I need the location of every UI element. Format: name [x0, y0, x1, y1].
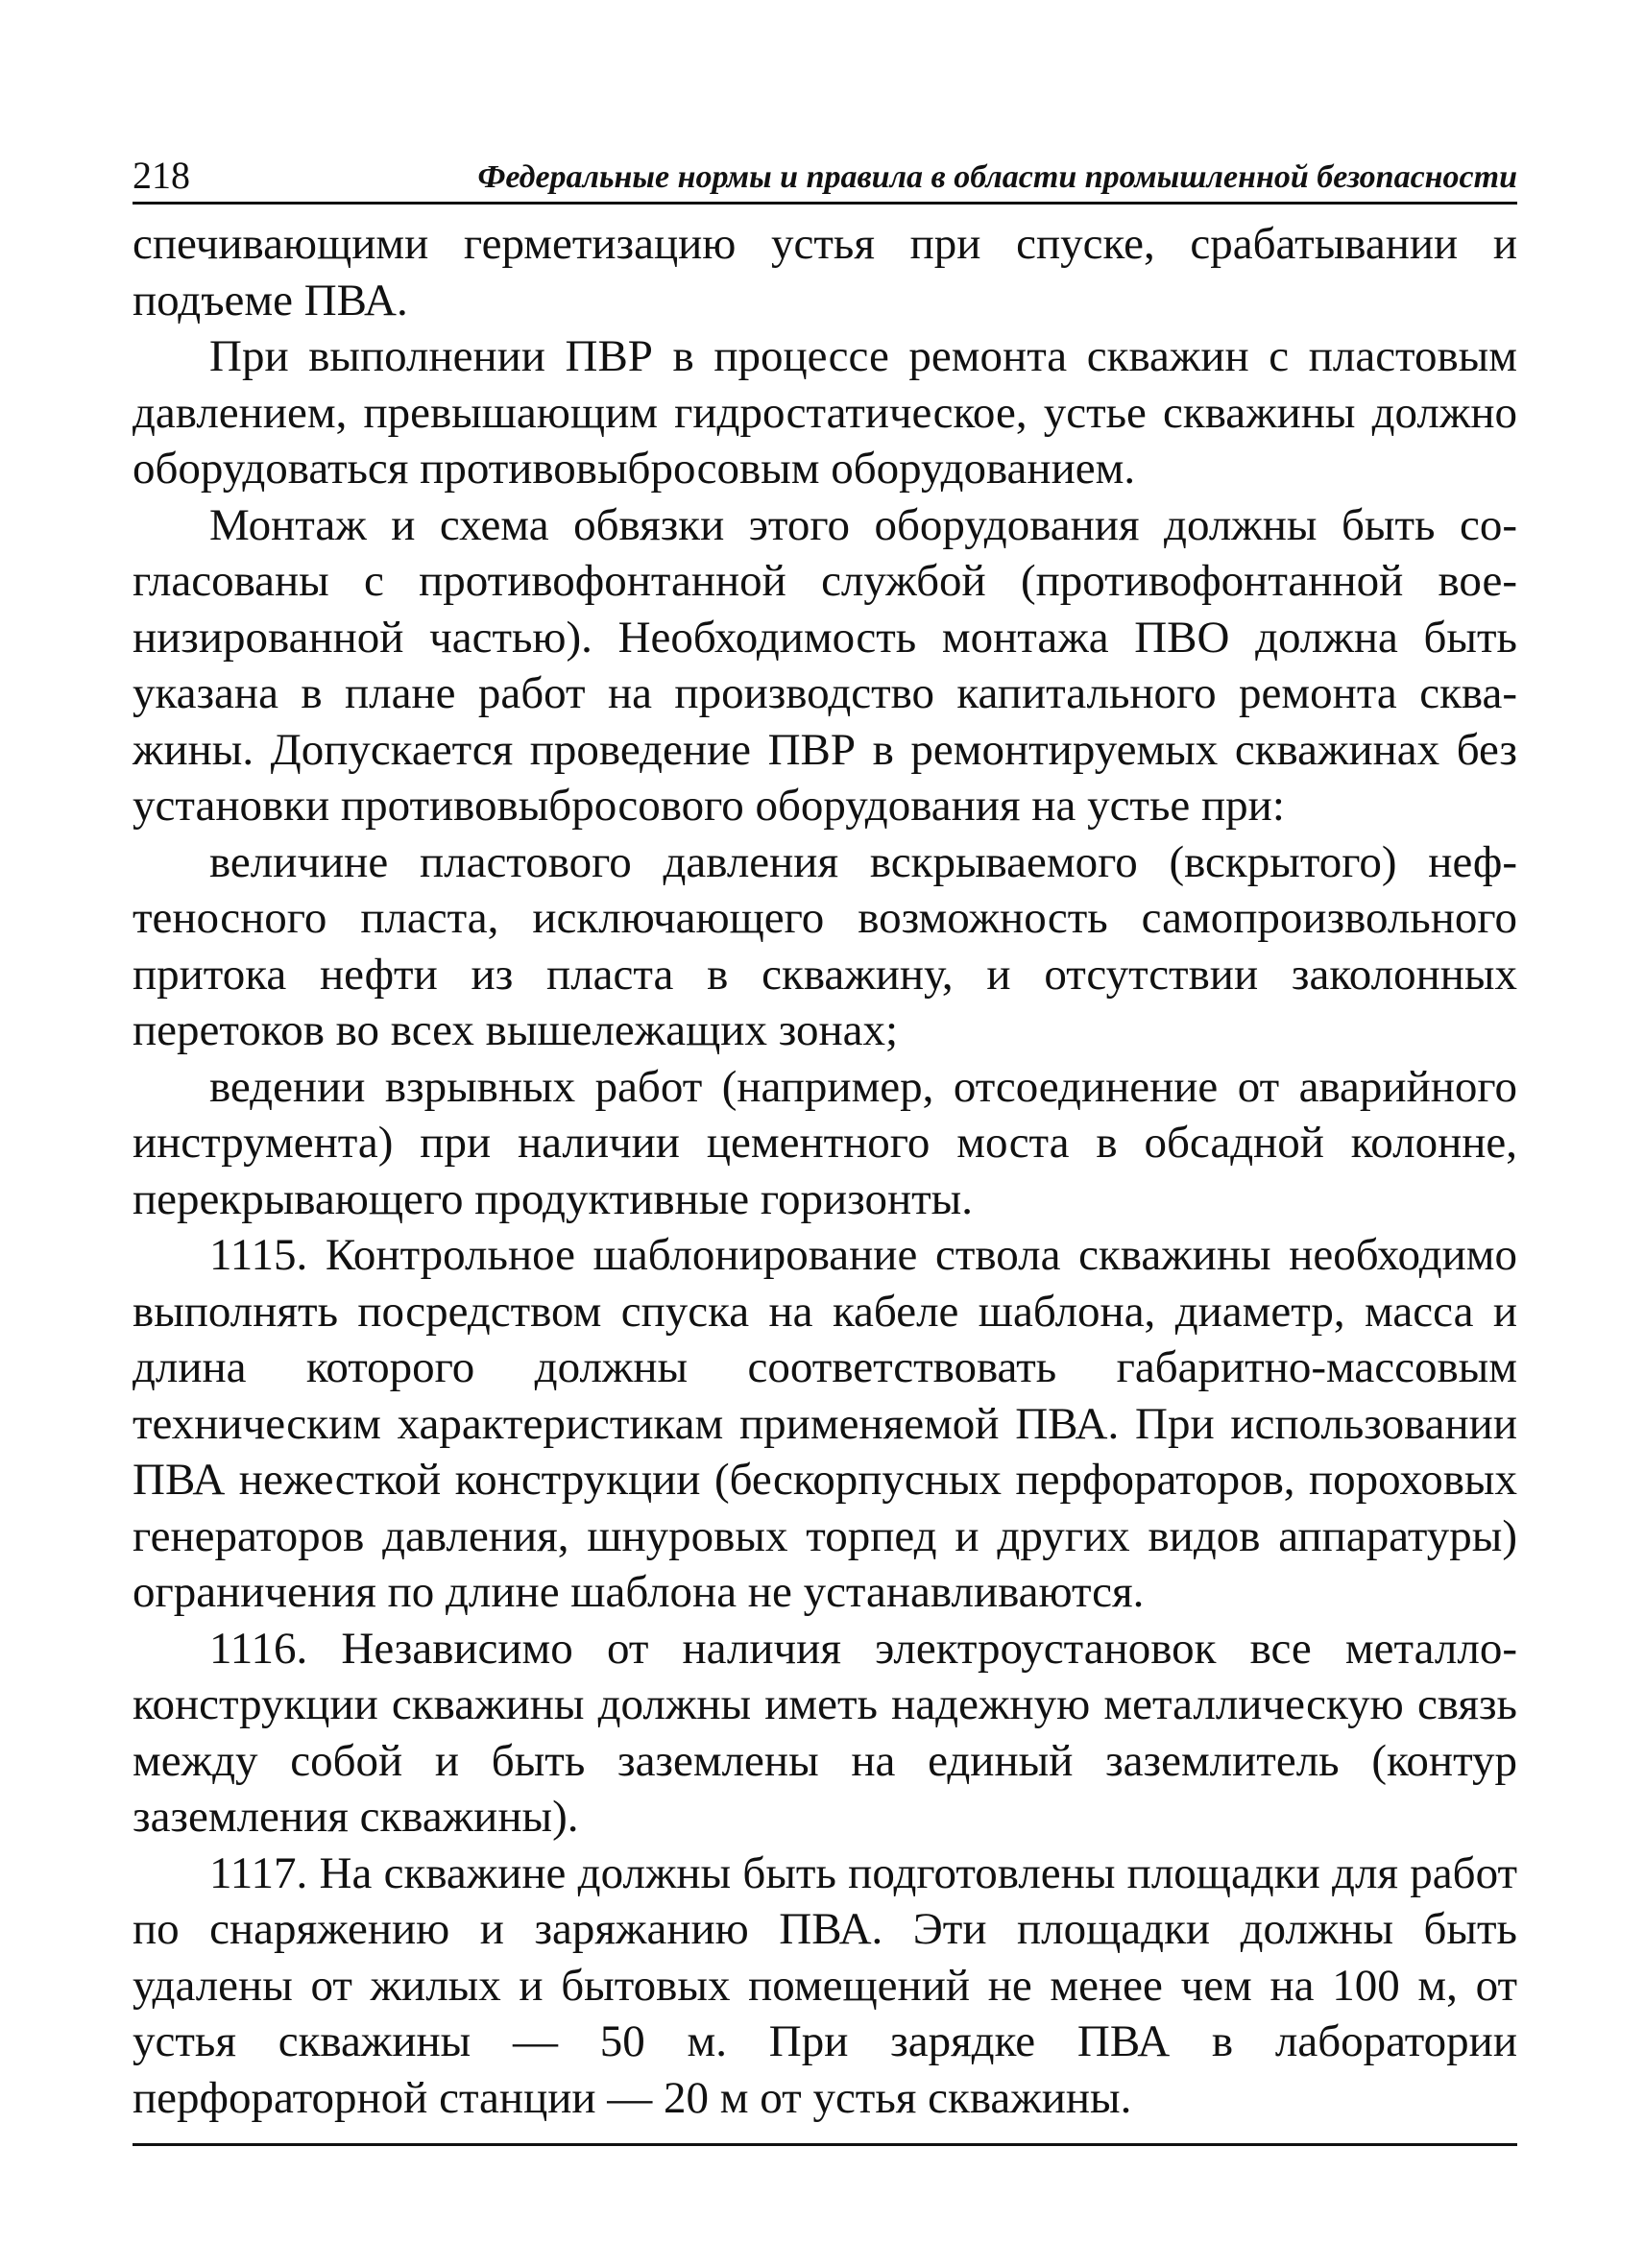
document-page — [133, 144, 1517, 2146]
paragraph-clause-1117: 1117. На скважине должны быть подготовлены площадки для работ по снаряжению и заряжанию ПВА. Эти площадки должны быть удалены от жилых и бытовых помещений не менее чем на 100 м, от устья скважины — 50 м. При зарядке ПВА в лаборатории перфораторной станции — 20 м от устья скважины. — [133, 1847, 1517, 2123]
running-header-title: Федеральные нормы и правила в области промышленной безопасности — [477, 159, 1517, 195]
body-text — [133, 216, 1517, 2126]
paragraph-continuation: спечивающими герметизацию устья при спуске, срабатывании и подъеме ПВА. — [133, 219, 1517, 326]
paragraph-list-item: ведении взрывных работ (например, отсоединение от аварийного инструмента) при наличии цементного моста в обсадной колонне, перекрывающего продуктивные горизонты. — [133, 1061, 1517, 1224]
paragraph: При выполнении ПВР в процессе ремонта скважин с пластовым давлением, превышающим гидростатическое, устье скважины должно оборудоваться противовыбросовым оборудованием. — [133, 331, 1517, 494]
page-number: 218 — [133, 154, 190, 197]
paragraph-clause-1116: 1116. Независимо от наличия электроустановок все металлоконструкции скважины должны иметь надежную металлическую связь между собой и быть заземлены на единый заземлитель (контур заземления скважины). — [133, 1623, 1517, 1842]
paragraph-list-item: величине пластового давления вскрываемого (вскрытого) нефтеносного пласта, исключающего возможность самопроизвольного притока нефти из пласта в скважину, и отсутствии заколонных перетоков во всех вышележащих зонах; — [133, 836, 1517, 1055]
bottom-rule — [133, 2143, 1517, 2146]
paragraph: Монтаж и схема обвязки этого оборудования должны быть согласованы с противофонтанной службой (противофонтанной военизированной частью). Необходимость монтажа ПВО должна быть указана в плане работ на производство капитального ремонта скважины. Допускается проведение ПВР в ремонтируемых скважинах без установки противовыбросового оборудования на устье при: — [133, 499, 1517, 831]
paragraph-clause-1115: 1115. Контрольное шаблонирование ствола скважины необходимо выполнять посредством спуска на кабеле шаблона, диаметр, масса и длина которого должны соответствовать габаритно-массовым техническим характеристикам применяемой ПВА. При использовании ПВА нежесткой конструкции (бескорпусных перфораторов, пороховых генераторов давления, шнуровых торпед и других видов аппаратуры) ограничения по длине шаблона не устанавливаются. — [133, 1230, 1517, 1617]
running-header — [133, 144, 1517, 205]
